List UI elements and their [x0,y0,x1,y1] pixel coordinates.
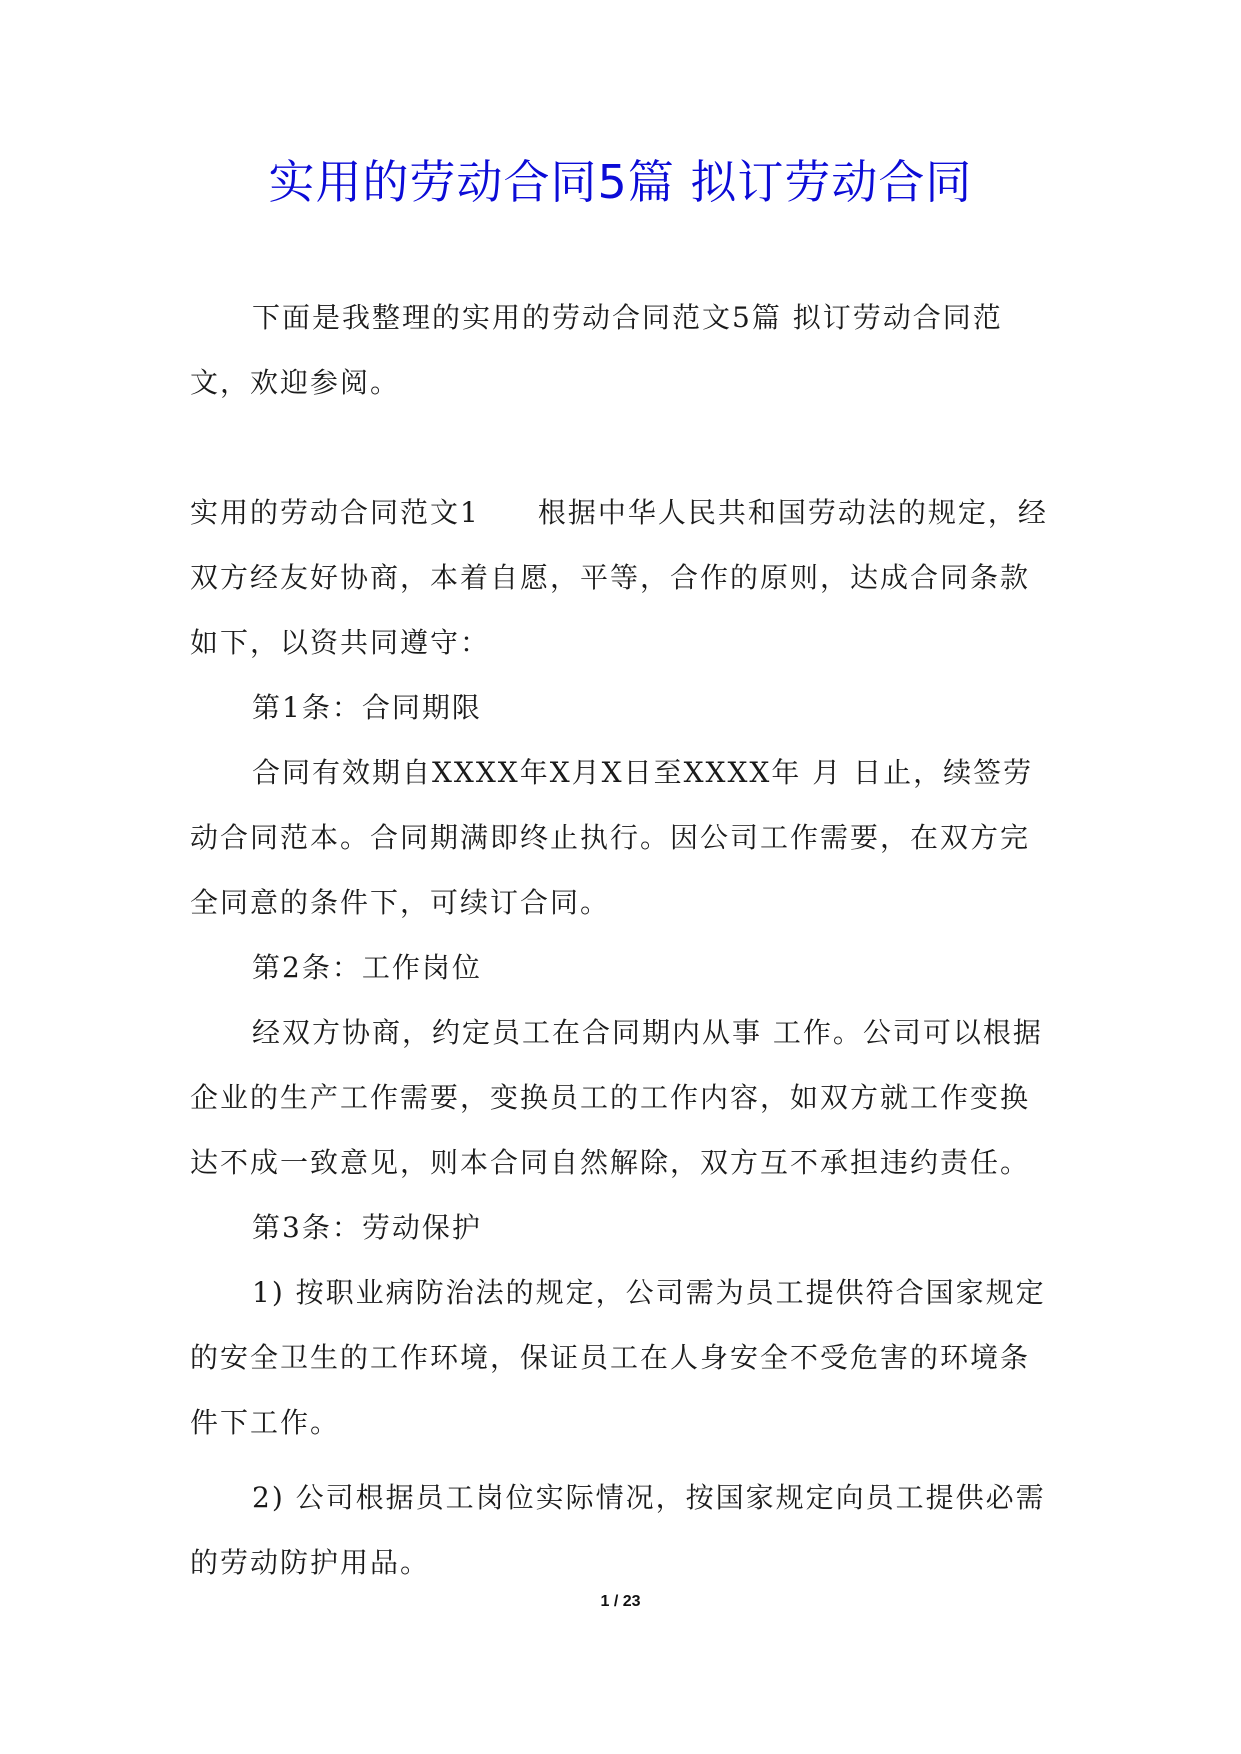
article-3-item-1: 1) 按职业病防治法的规定，公司需为员工提供符合国家规定的安全卫生的工作环境，保证员工在人身安全不受危害的环境条件下工作。 [190,1276,1046,1439]
article-2-title: 第2条：工作岗位 [252,951,482,984]
section-1-heading: 实用的劳动合同范文1 [190,496,480,529]
article-3-title: 第3条：劳动保护 [252,1211,482,1244]
page-number: 1 / 23 [600,1593,641,1610]
article-1-title: 第1条：合同期限 [252,691,482,724]
article-2-text: 经双方协商，约定员工在合同期内从事 工作。公司可以根据企业的生产工作需要，变换员工的工作内容，如双方就工作变换达不成一致意见，则本合同自然解除，双方互不承担违约责任。 [190,1016,1043,1179]
section-1-paragraph [190,480,1050,675]
document-body [190,285,1050,1595]
section-1-opening: 根据中华人民共和国劳动法的规定，经双方经友好协商，本着自愿，平等，合作的原则，达成合同条款如下，以资共同遵守： [190,496,1048,659]
document-title: 实用的劳动合同5篇 拟订劳动合同 [268,155,973,209]
article-1-text: 合同有效期自XXXX年X月X日至XXXX年 月 日止，续签劳动合同范本。合同期满即终止执行。因公司工作需要，在双方完全同意的条件下，可续订合同。 [190,756,1034,919]
intro-paragraph: 下面是我整理的实用的劳动合同范文5篇 拟订劳动合同范文，欢迎参阅。 [190,301,1003,399]
article-3-item-2: 2) 公司根据员工岗位实际情况，按国家规定向员工提供必需的劳动防护用品。 [190,1481,1046,1579]
